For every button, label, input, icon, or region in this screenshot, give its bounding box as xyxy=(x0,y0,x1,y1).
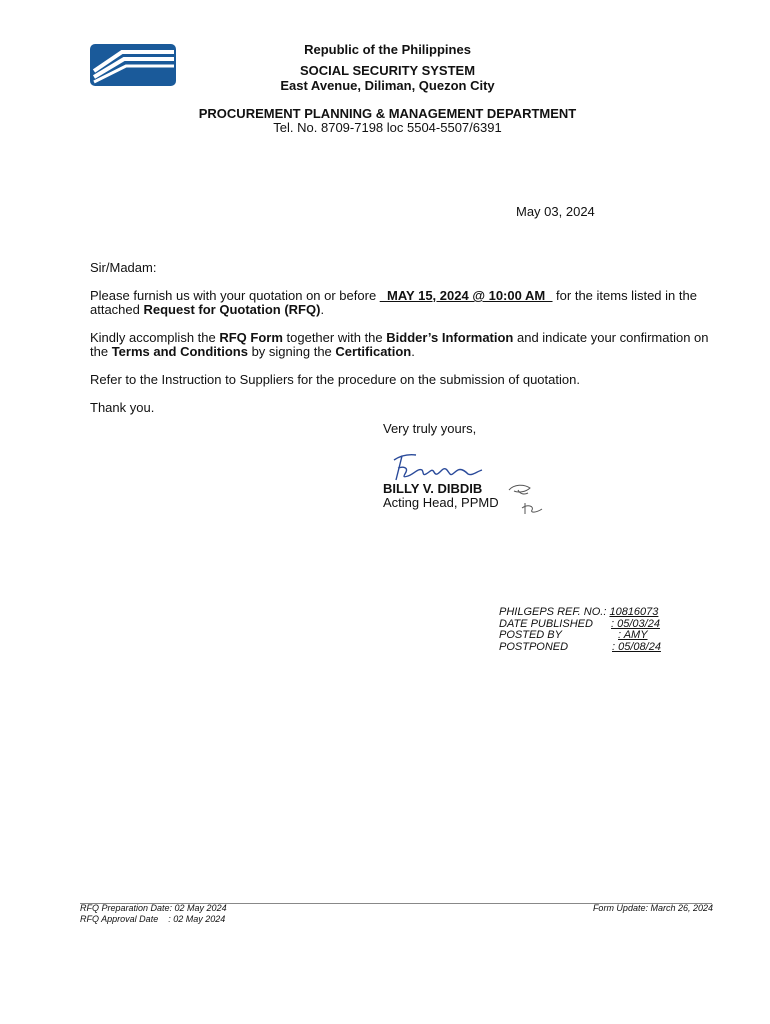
initial-icon xyxy=(520,499,546,517)
para1-pre: Please furnish us with your quotation on or before xyxy=(90,288,380,303)
form-update: Form Update: March 26, 2024 xyxy=(592,903,713,913)
rfq-ref: Request for Quotation (RFQ) xyxy=(143,302,321,317)
letter-date: May 03, 2024 xyxy=(516,204,595,219)
posted-by-label: POSTED BY xyxy=(499,629,562,641)
philgeps-row xyxy=(499,607,661,619)
rfq-form: RFQ Form xyxy=(219,330,283,345)
signer-name: BILLY V. DIBDIB xyxy=(383,481,483,496)
para2-mid1: together with the xyxy=(282,330,387,345)
rfq-approval-date: RFQ Approval Date : 02 May 2024 xyxy=(80,914,226,924)
header-address: East Avenue, Diliman, Quezon City xyxy=(280,78,495,93)
header-department: PROCUREMENT PLANNING & MANAGEMENT DEPARTMENT xyxy=(198,106,577,121)
salutation: Sir/Madam: xyxy=(90,260,157,275)
para1-end: . xyxy=(320,302,325,317)
header-republic: Republic of the Philippines xyxy=(304,42,471,57)
para2-mid3: by signing the xyxy=(247,344,336,359)
header-tel: Tel. No. 8709-7198 loc 5504-5507/6391 xyxy=(273,120,502,135)
postponed-label: POSTPONED xyxy=(499,640,569,653)
postponed-value: : 05/08/24 xyxy=(612,640,661,653)
para2-end: . xyxy=(411,344,415,359)
paragraph-3: Refer to the Instruction to Suppliers for the procedure on the submission of quotation. xyxy=(90,372,580,387)
header-org: SOCIAL SECURITY SYSTEM xyxy=(299,63,476,78)
paragraph-1 xyxy=(90,289,720,317)
certification: Certification xyxy=(335,344,412,359)
paragraph-2 xyxy=(90,331,720,359)
posted-by-row xyxy=(499,630,661,642)
thank-you: Thank you. xyxy=(90,400,155,415)
initial-icon xyxy=(506,481,534,497)
posted-by-value: : AMY xyxy=(618,629,648,641)
signer-title: Acting Head, PPMD xyxy=(383,495,499,510)
para1-mid: for the items listed in the attached xyxy=(90,288,697,317)
date-published-label: DATE PUBLISHED xyxy=(499,617,593,630)
deadline: _MAY 15, 2024 @ 10:00 AM_ xyxy=(379,288,553,303)
date-published-value: : 05/03/24 xyxy=(611,617,660,630)
postponed-row xyxy=(499,642,661,654)
para2-mid2: and indicate your confirmation on the xyxy=(90,330,709,359)
rfq-prep-date: RFQ Preparation Date: 02 May 2024 xyxy=(80,903,227,913)
closing: Very truly yours, xyxy=(383,421,477,436)
philgeps-label: PHILGEPS REF. NO.: xyxy=(499,606,607,618)
para2-pre: Kindly accomplish the xyxy=(90,330,220,345)
reference-block xyxy=(499,607,661,653)
philgeps-value: 10816073 xyxy=(609,606,659,618)
terms-conditions: Terms and Conditions xyxy=(111,344,248,359)
bidder-info: Bidder’s Information xyxy=(386,330,514,345)
footer-dates xyxy=(80,903,227,925)
